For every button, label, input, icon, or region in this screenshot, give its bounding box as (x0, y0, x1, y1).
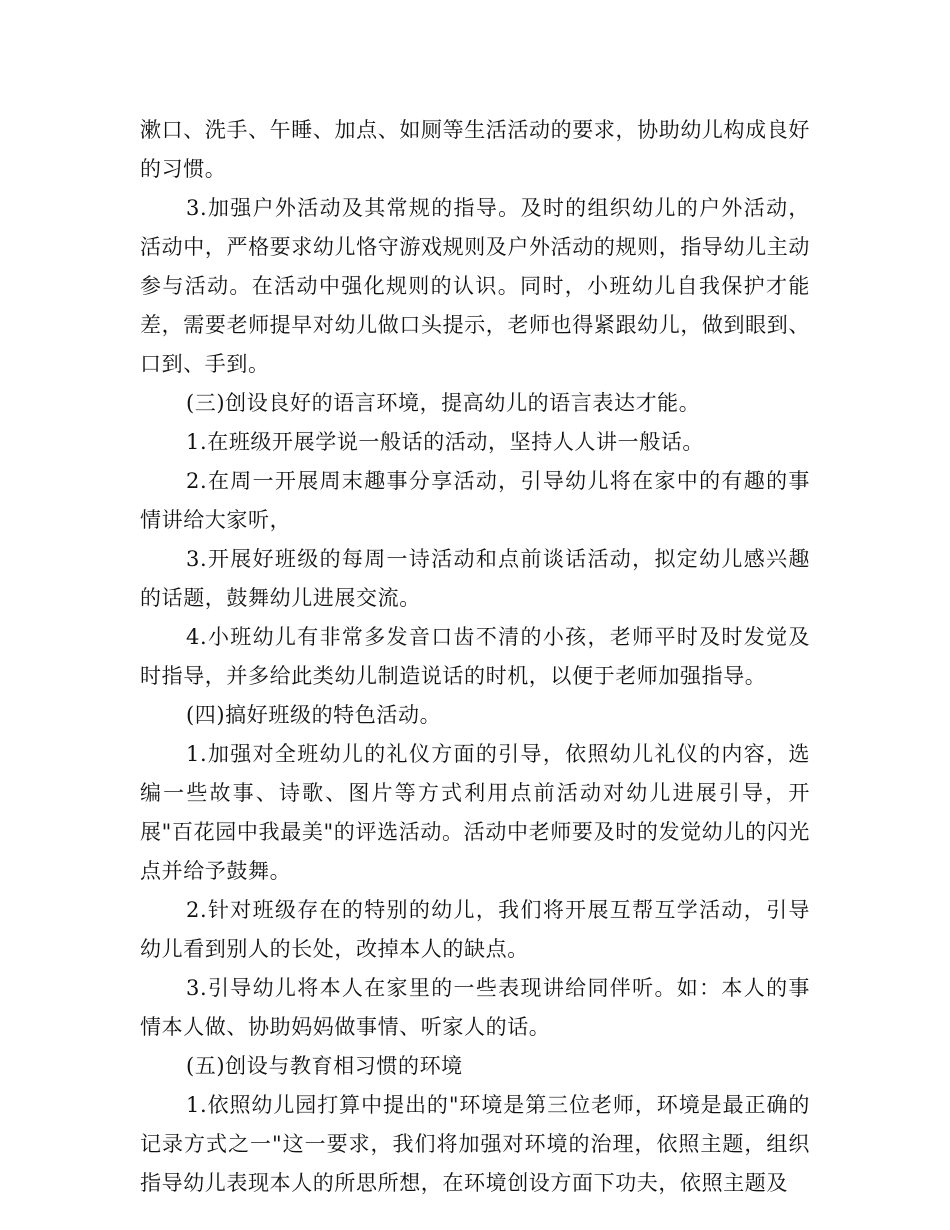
section-heading-language-environment: (三)创设良好的语言环境，提高幼儿的语言表达才能。 (186, 391, 701, 415)
paragraph-weekly-poem: 3.开展好班级的每周一诗活动和点前谈话活动，拟定幼儿感兴趣的话题，鼓舞幼儿进展交流。 (140, 547, 810, 610)
paragraph-pronunciation: 4.小班幼儿有非常多发音口齿不清的小孩，老师平时及时发觉及时指导，并多给此类幼儿制造说话的时机，以便于老师加强指导。 (140, 625, 810, 688)
paragraph-etiquette: 1.加强对全班幼儿的礼仪方面的引导，依照幼儿礼仪的内容，选编一些故事、诗歌、图片等方式利用点前活动对幼儿进展引导，开展"百花园中我最美"的评选活动。活动中老师要及时的发觉幼儿的闪光点并给予鼓舞。 (140, 742, 810, 883)
paragraph-outdoor-activity: 3.加强户外活动及其常规的指导。及时的组织幼儿的户外活动，活动中，严格要求幼儿恪守游戏规则及户外活动的规则，指导幼儿主动参与活动。在活动中强化规则的认识。同时，小班幼儿自我保护才能差，需要老师提早对幼儿做口头提示，老师也得紧跟幼儿，做到眼到、口到、手到。 (140, 196, 810, 376)
paragraph-home-sharing: 3.引导幼儿将本人在家里的一些表现讲给同伴听。如：本人的事情本人做、协助妈妈做事情、听家人的话。 (140, 976, 810, 1039)
paragraph-environment-plan: 1.依照幼儿园打算中提出的"环境是第三位老师，环境是最正确的记录方式之一"这一要求，我们将加强对环境的治理，依照主题，组织指导幼儿表现本人的所思所想，在环境创设方面下功夫，依照主题及 (140, 1093, 810, 1195)
paragraph-continuation: 漱口、洗手、午睡、加点、如厕等生活活动的要求，协助幼儿构成良好的习惯。 (140, 118, 810, 181)
paragraph-weekend-sharing: 2.在周一开展周末趣事分享活动，引导幼儿将在家中的有趣的事情讲给大家听， (140, 469, 810, 532)
section-heading-environment: (五)创设与教育相习惯的环境 (186, 1054, 463, 1078)
paragraph-mutual-help: 2.针对班级存在的特别的幼儿，我们将开展互帮互学活动，引导幼儿看到别人的长处，改掉本人的缺点。 (140, 898, 810, 961)
section-heading-special-activities: (四)搞好班级的特色活动。 (186, 703, 442, 727)
paragraph-mandarin-activity: 1.在班级开展学说一般话的活动，坚持人人讲一般话。 (186, 430, 705, 454)
